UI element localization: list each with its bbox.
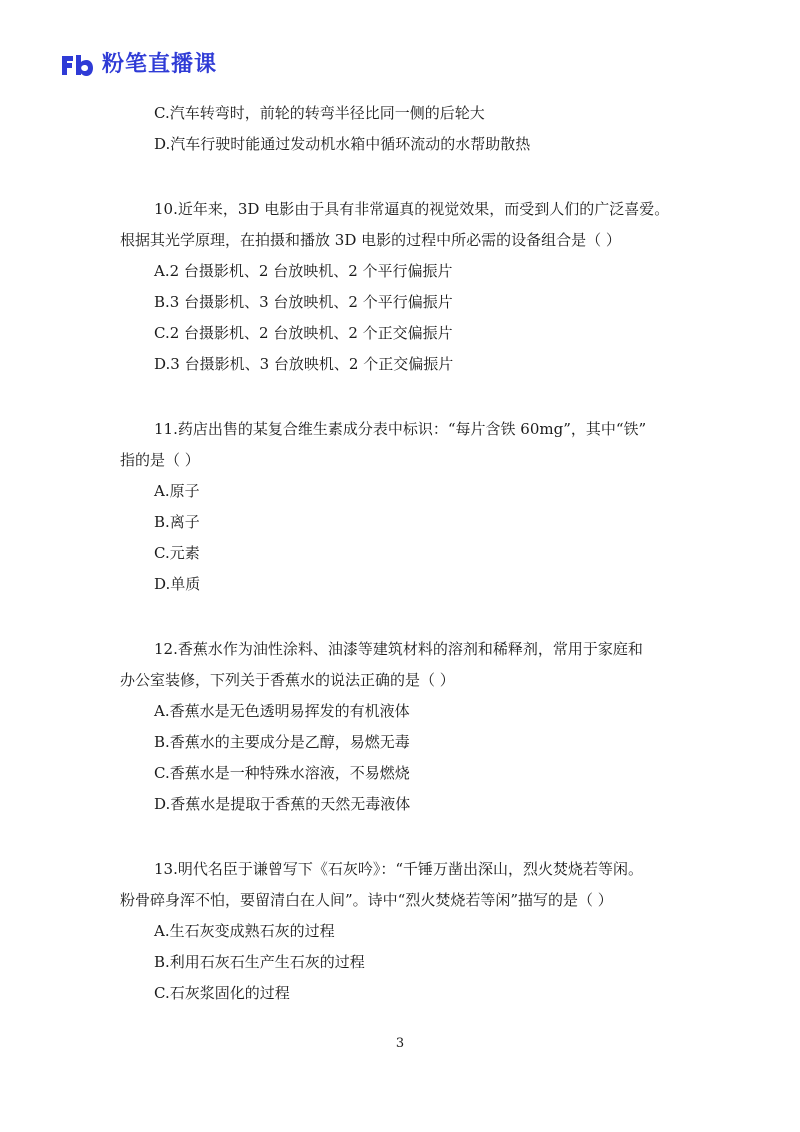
option-text: C.石灰浆固化的过程	[154, 984, 290, 1002]
question-11-stem-cont: 指的是（ ）	[120, 451, 200, 469]
question-13-stem-cont: 粉骨碎身浑不怕，要留清白在人间”。诗中“烈火焚烧若等闲”描写的是（ ）	[120, 891, 613, 909]
option-text: C.元素	[154, 544, 200, 562]
question-12-stem: 12.香蕉水作为油性涂料、油漆等建筑材料的溶剂和稀释剂，常用于家庭和	[154, 640, 643, 658]
question-10-stem: 10.近年来，3D 电影由于具有非常逼真的视觉效果，而受到人们的广泛喜爱。	[154, 200, 670, 218]
option-text: C.2 台摄影机、2 台放映机、2 个正交偏振片	[154, 324, 453, 342]
page-number: 3	[395, 1036, 405, 1051]
question-12-stem-cont: 办公室装修，下列关于香蕉水的说法正确的是（ ）	[120, 671, 455, 689]
option-text: D.汽车行驶时能通过发动机水箱中循环流动的水帮助散热	[154, 135, 531, 153]
option-text: D.3 台摄影机、3 台放映机、2 个正交偏振片	[154, 355, 454, 373]
fenbi-logo-icon	[60, 53, 94, 77]
option-text: C.汽车转弯时，前轮的转弯半径比同一侧的后轮大	[154, 104, 485, 122]
option-text: A.原子	[154, 482, 200, 500]
option-text: A.香蕉水是无色透明易挥发的有机液体	[154, 702, 410, 720]
option-text: D.香蕉水是提取于香蕉的天然无毒液体	[154, 795, 411, 813]
question-10-stem-cont: 根据其光学原理，在拍摄和播放 3D 电影的过程中所必需的设备组合是（ ）	[120, 231, 621, 249]
option-text: D.单质	[154, 575, 201, 593]
brand-name: 粉笔直播课	[102, 52, 218, 77]
option-text: C.香蕉水是一种特殊水溶液，不易燃烧	[154, 764, 410, 782]
question-11-stem: 11.药店出售的某复合维生素成分表中标识：“每片含铁 60mg”，其中“铁”	[154, 420, 647, 438]
option-text: A.2 台摄影机、2 台放映机、2 个平行偏振片	[154, 262, 453, 280]
option-text: B.香蕉水的主要成分是乙醇，易燃无毒	[154, 733, 410, 751]
option-text: B.利用石灰石生产生石灰的过程	[154, 953, 365, 971]
option-text: A.生石灰变成熟石灰的过程	[154, 922, 335, 940]
brand-logo	[60, 52, 217, 78]
question-13-stem: 13.明代名臣于谦曾写下《石灰吟》：“千锤万凿出深山，烈火焚烧若等闲。	[154, 860, 644, 878]
option-text: B.3 台摄影机、3 台放映机、2 个平行偏振片	[154, 293, 453, 311]
option-text: B.离子	[154, 513, 200, 531]
